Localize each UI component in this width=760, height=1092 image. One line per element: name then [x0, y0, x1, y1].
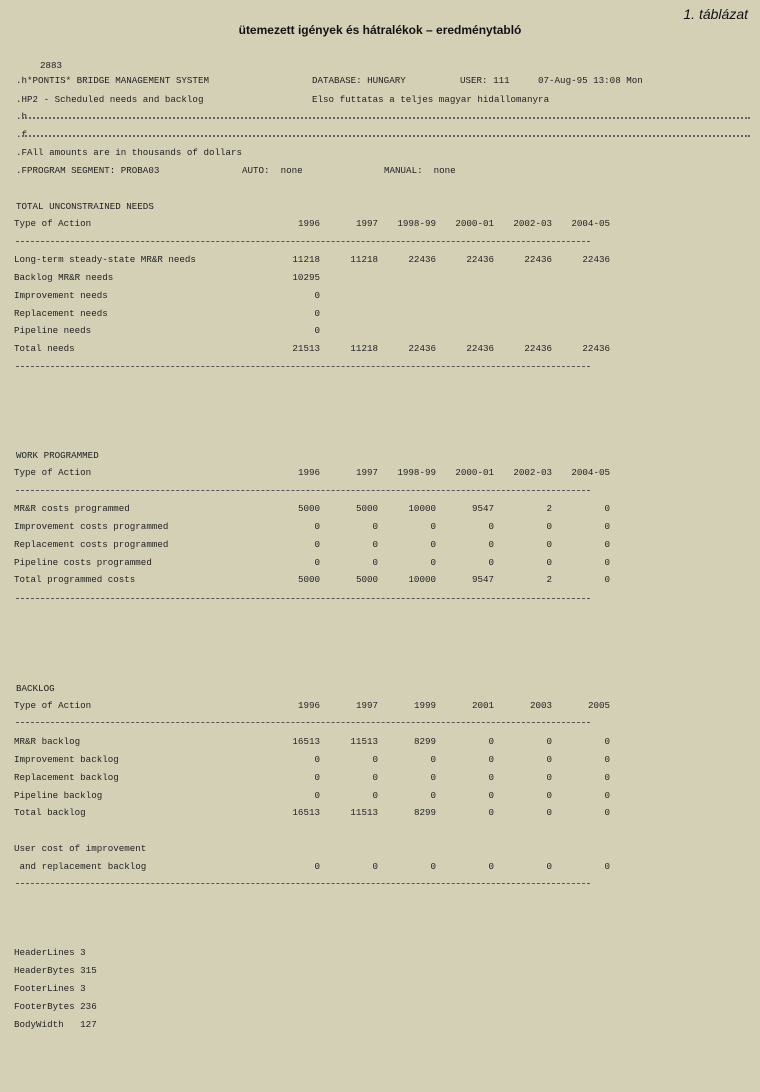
cell-value: 0 [488, 807, 494, 819]
cell-value [378, 286, 436, 304]
cell-value [494, 304, 552, 322]
column-header: 1999 [413, 700, 436, 712]
table-row [14, 251, 610, 269]
cell-value: 16513 [292, 736, 320, 748]
column-header: 2000-01 [455, 467, 494, 479]
cell-value [494, 269, 552, 287]
footer-line: FooterLines 3 [14, 983, 86, 994]
row-label: Pipeline needs [14, 325, 92, 337]
dash-rule [16, 490, 590, 491]
cell-value: 0 [488, 520, 494, 532]
cell-value [378, 322, 436, 340]
cell-value: 0 [604, 503, 610, 515]
cell-value: 9547 [471, 574, 494, 586]
row-label: Replacement needs [14, 307, 108, 319]
cell-value: 0 [546, 807, 552, 819]
cell-value [320, 304, 378, 322]
footer-line: HeaderLines 3 [14, 947, 86, 958]
cell-value: 0 [314, 861, 320, 873]
row-label: MR&R backlog [14, 736, 81, 748]
cell-value: 0 [314, 307, 320, 319]
cell-value: 0 [372, 861, 378, 873]
cell-value: 11218 [292, 254, 320, 266]
cell-value: 5000 [355, 503, 378, 515]
cell-value: 0 [546, 556, 552, 568]
table-row [14, 340, 610, 358]
cell-value: 2 [546, 574, 552, 586]
cell-value: 0 [604, 736, 610, 748]
header-date: 07-Aug-95 13:08 Mon [538, 75, 643, 86]
header-manual: MANUAL: none [384, 165, 456, 176]
cell-value [436, 304, 494, 322]
header-program-segment: .FPROGRAM SEGMENT: PROBA03 [16, 165, 160, 176]
column-header: 2003 [529, 700, 552, 712]
column-header: 2000-01 [455, 218, 494, 230]
cell-value: 0 [488, 771, 494, 783]
cell-value [494, 286, 552, 304]
cell-value: 0 [314, 538, 320, 550]
footer-line: FooterBytes 236 [14, 1001, 97, 1012]
programmed-table [14, 464, 610, 589]
cell-value: 0 [604, 556, 610, 568]
report-footer [14, 947, 97, 1037]
header-system: .h*PONTIS* BRIDGE MANAGEMENT SYSTEM [16, 75, 209, 86]
row-label: Total programmed costs [14, 574, 136, 586]
column-header: Type of Action [14, 700, 92, 712]
table-header-row [14, 464, 610, 482]
column-header: 1998-99 [397, 467, 436, 479]
backlog-table [14, 697, 610, 822]
cell-value: 21513 [292, 343, 320, 355]
cell-value: 0 [372, 556, 378, 568]
column-header: 2005 [587, 700, 610, 712]
cell-value: 0 [546, 861, 552, 873]
column-header: 1997 [355, 467, 378, 479]
cell-value [320, 269, 378, 287]
column-header: 2004-05 [571, 467, 610, 479]
cell-value: 0 [314, 789, 320, 801]
cell-value: 0 [314, 325, 320, 337]
cell-value: 22436 [466, 254, 494, 266]
header-database: DATABASE: HUNGARY [312, 75, 406, 86]
table-row [14, 535, 610, 553]
cell-value: 0 [604, 771, 610, 783]
cell-value: 0 [372, 520, 378, 532]
row-label: Backlog MR&R needs [14, 271, 114, 283]
header-user: USER: 111 [460, 75, 510, 86]
row-label: Improvement needs [14, 289, 108, 301]
table-row [14, 269, 610, 287]
column-header: 2002-03 [513, 218, 552, 230]
cell-value: 5000 [355, 574, 378, 586]
cell-value: 10000 [408, 503, 436, 515]
column-header: 1996 [297, 700, 320, 712]
user-cost-table [14, 840, 610, 876]
table-row [14, 553, 610, 571]
cell-value: 11513 [350, 807, 378, 819]
cell-value: 0 [430, 538, 436, 550]
cell-value: 10295 [292, 271, 320, 283]
table-row [14, 304, 610, 322]
cell-value: 0 [488, 861, 494, 873]
cell-value [320, 322, 378, 340]
cell-value [552, 304, 610, 322]
cell-value [552, 286, 610, 304]
dash-rule [16, 883, 590, 884]
cell-value: 22436 [582, 343, 610, 355]
cell-value: 5000 [297, 503, 320, 515]
cell-value: 0 [604, 789, 610, 801]
table-row [14, 768, 610, 786]
dash-rule [16, 722, 590, 723]
cell-value: 0 [430, 556, 436, 568]
table-header-row [14, 215, 610, 233]
cell-value [378, 304, 436, 322]
footer-line: HeaderBytes 315 [14, 965, 97, 976]
cell-value: 0 [488, 753, 494, 765]
cell-value: 0 [604, 807, 610, 819]
cell-value: 0 [546, 736, 552, 748]
header-run-note: Elso futtatas a teljes magyar hidallomanyra [312, 94, 550, 105]
cell-value: 11218 [350, 254, 378, 266]
row-label: MR&R costs programmed [14, 503, 130, 515]
page-number: 2883 [40, 60, 63, 71]
cell-value: 0 [372, 753, 378, 765]
table-row [14, 571, 610, 589]
column-header: Type of Action [14, 467, 92, 479]
header-f-marker: .f [16, 129, 28, 140]
cell-value: 0 [546, 520, 552, 532]
cell-value [494, 322, 552, 340]
section-title-programmed: WORK PROGRAMMED [16, 450, 99, 461]
cell-value: 0 [314, 289, 320, 301]
header-report-name: .HP2 - Scheduled needs and backlog [16, 94, 204, 105]
section-title-backlog: BACKLOG [16, 683, 55, 694]
column-header: 1996 [297, 218, 320, 230]
cell-value: 0 [488, 736, 494, 748]
cell-value [552, 322, 610, 340]
cell-value: 0 [314, 520, 320, 532]
cell-value: 22436 [408, 254, 436, 266]
cell-value: 0 [314, 556, 320, 568]
cell-value: 5000 [297, 574, 320, 586]
cell-value: 0 [604, 861, 610, 873]
cell-value: 0 [604, 538, 610, 550]
table-row [14, 733, 610, 751]
cell-value: 0 [546, 789, 552, 801]
cell-value: 2 [546, 503, 552, 515]
table-row [14, 500, 610, 518]
cell-value: 0 [546, 771, 552, 783]
cell-value: 8299 [413, 736, 436, 748]
cell-value: 0 [604, 753, 610, 765]
cell-value: 22436 [524, 254, 552, 266]
cell-value: 0 [314, 771, 320, 783]
row-label: Long-term steady-state MR&R needs [14, 254, 196, 266]
cell-value: 0 [372, 789, 378, 801]
cell-value: 0 [488, 556, 494, 568]
table-row [14, 286, 610, 304]
table-row [14, 858, 610, 876]
cell-value: 0 [488, 789, 494, 801]
cell-value [320, 286, 378, 304]
column-header: 2001 [471, 700, 494, 712]
column-header: 2004-05 [571, 218, 610, 230]
cell-value: 0 [430, 771, 436, 783]
column-header: 1998-99 [397, 218, 436, 230]
cell-value: 22436 [466, 343, 494, 355]
column-header: 2002-03 [513, 467, 552, 479]
table-row [14, 322, 610, 340]
cell-value: 8299 [413, 807, 436, 819]
table-row [14, 804, 610, 822]
dash-rule [16, 241, 590, 242]
column-header: 1996 [297, 467, 320, 479]
dash-rule [16, 598, 590, 599]
cell-value: 0 [546, 753, 552, 765]
column-header: 1997 [355, 700, 378, 712]
table-row [14, 751, 610, 769]
cell-value: 0 [314, 753, 320, 765]
cell-value: 0 [430, 753, 436, 765]
cell-value: 11218 [350, 343, 378, 355]
cell-value: 22436 [582, 254, 610, 266]
cell-value: 0 [430, 861, 436, 873]
table-row [14, 840, 610, 858]
row-label: Pipeline costs programmed [14, 556, 152, 568]
row-label: Total needs [14, 343, 75, 355]
cell-value: 11513 [350, 736, 378, 748]
cell-value: 0 [604, 574, 610, 586]
dash-rule [16, 366, 590, 367]
header-amounts-note: .FAll amounts are in thousands of dollars [16, 147, 243, 158]
row-label: User cost of improvement [14, 843, 147, 855]
cell-value [378, 269, 436, 287]
cell-value: 0 [372, 771, 378, 783]
cell-value [552, 269, 610, 287]
cell-value: 0 [430, 789, 436, 801]
row-label: Pipeline backlog [14, 789, 103, 801]
cell-value: 9547 [471, 503, 494, 515]
cell-value: 0 [546, 538, 552, 550]
equals-rule-1 [22, 117, 750, 119]
row-label: Total backlog [14, 807, 86, 819]
row-label: Improvement costs programmed [14, 520, 169, 532]
table-caption: 1. táblázat [683, 6, 748, 22]
row-label: and replacement backlog [14, 861, 147, 873]
row-label: Improvement backlog [14, 753, 119, 765]
row-label: Replacement backlog [14, 771, 119, 783]
needs-table [14, 215, 610, 358]
page-title: ütemezett igények és hátralékok – eredménytabló [238, 23, 522, 37]
cell-value [436, 286, 494, 304]
cell-value: 22436 [408, 343, 436, 355]
footer-line: BodyWidth 127 [14, 1019, 97, 1030]
column-header: 1997 [355, 218, 378, 230]
table-row [14, 786, 610, 804]
cell-value: 0 [372, 538, 378, 550]
cell-value: 0 [430, 520, 436, 532]
section-title-needs: TOTAL UNCONSTRAINED NEEDS [16, 201, 154, 212]
header-h-marker: .h [16, 111, 28, 122]
cell-value: 10000 [408, 574, 436, 586]
table-row [14, 518, 610, 536]
table-header-row [14, 697, 610, 715]
cell-value: 22436 [524, 343, 552, 355]
cell-value: 0 [488, 538, 494, 550]
column-header: Type of Action [14, 218, 92, 230]
cell-value [436, 322, 494, 340]
cell-value [436, 269, 494, 287]
header-auto: AUTO: none [242, 165, 303, 176]
cell-value: 0 [604, 520, 610, 532]
row-label: Replacement costs programmed [14, 538, 169, 550]
cell-value: 16513 [292, 807, 320, 819]
equals-rule-2 [22, 135, 750, 137]
